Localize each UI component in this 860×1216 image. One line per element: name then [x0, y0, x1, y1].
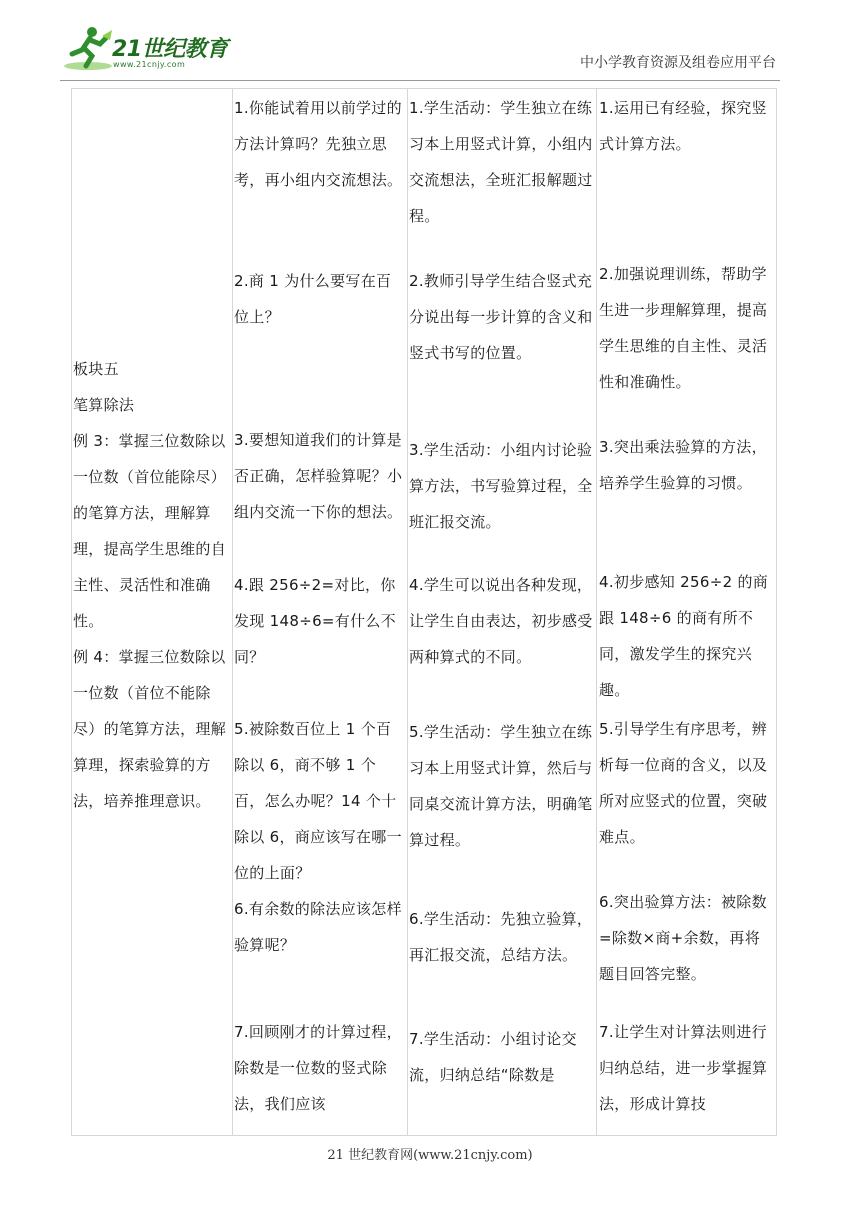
module-subtitle: 笔算除法: [73, 396, 135, 414]
question-3: 3.要想知道我们的计算是否正确，怎样验算呢？小组内交流一下你的想法。: [234, 431, 403, 521]
question-5: 5.被除数百位上 1 个百除以 6，商不够 1 个百，怎么办呢？14 个十除以 6，商应该写在哪一位的上面？: [234, 720, 402, 882]
purpose-3: 3.突出乘法验算的方法，培养学生验算的习惯。: [599, 438, 767, 492]
purpose-5: 5.引导学生有序思考，辨析每一位商的含义，以及所对应竖式的位置，突破难点。: [599, 720, 768, 846]
question-2: 2.商 1 为什么要写在百位上？: [234, 272, 392, 326]
purpose-6: 6.突出验算方法：被除数=除数×商+余数，再将题目回答完整。: [599, 893, 767, 983]
question-7: 7.回顾刚才的计算过程，除数是一位数的竖式除法，我们应该: [234, 1023, 402, 1113]
table-divider-1: [232, 88, 233, 1136]
logo-text: 21世纪教育: [112, 37, 228, 62]
purpose-1: 1.运用已有经验，探究竖式计算方法。: [599, 99, 767, 153]
lesson-table: [71, 88, 777, 1136]
activity-2: 2.教师引导学生结合竖式充分说出每一步计算的含义和竖式书写的位置。: [409, 272, 593, 362]
table-border-bottom: [71, 1135, 777, 1136]
example-4-goal: 例 4：掌握三位数除以一位数（首位不能除尽）的笔算方法，理解算理，探索验算的方法，培养推理意识。: [73, 648, 227, 810]
activity-4: 4.学生可以说出各种发现，让学生自由表达，初步感受两种算式的不同。: [409, 576, 593, 666]
table-divider-2: [407, 88, 408, 1136]
activity-5: 5.学生活动：学生独立在练习本上用竖式计算，然后与同桌交流计算方法，明确笔算过程。: [409, 723, 593, 849]
page-footer: 21 世纪教育网(www.21cnjy.com): [327, 1148, 533, 1163]
purpose-4: 4.初步感知 256÷2 的商跟 148÷6 的商有所不同，激发学生的探究兴趣。: [599, 573, 769, 699]
cell-module: [73, 351, 231, 819]
platform-title: 中小学教育资源及组卷应用平台: [580, 55, 776, 71]
header-divider: [60, 80, 780, 81]
table-divider-3: [596, 88, 597, 1136]
question-6: 6.有余数的除法应该怎样验算呢？: [234, 900, 402, 954]
question-4: 4.跟 256÷2=对比，你发现 148÷6=有什么不同？: [234, 576, 396, 666]
table-border-right: [776, 88, 777, 1136]
activity-1: 1.学生活动：学生独立在练习本上用竖式计算，小组内交流想法，全班汇报解题过程。: [409, 99, 593, 225]
page-header: [0, 0, 860, 90]
activity-7: 7.学生活动：小组讨论交流，归纳总结“除数是: [409, 1030, 577, 1084]
table-border-left: [71, 88, 72, 1136]
question-1: 1.你能试着用以前学过的方法计算吗？先独立思考，再小组内交流想法。: [234, 99, 403, 189]
activity-6: 6.学生活动：先独立验算，再汇报交流，总结方法。: [409, 910, 593, 964]
example-3-goal: 例 3：掌握三位数除以一位数（首位能除尽）的笔算方法，理解算理，提高学生思维的自主性、灵活性和准确性。: [73, 432, 227, 630]
purpose-2: 2.加强说理训练，帮助学生进一步理解算理，提高学生思维的自主性、灵活性和准确性。: [599, 265, 768, 391]
purpose-7: 7.让学生对计算法则进行归纳总结，进一步掌握算法，形成计算技: [599, 1023, 768, 1113]
module-title: 板块五: [73, 360, 119, 378]
logo-url: www.21cnjy.com: [113, 60, 186, 69]
table-border-top: [71, 88, 777, 89]
activity-3: 3.学生活动：小组内讨论验算方法，书写验算过程，全班汇报交流。: [409, 441, 593, 531]
